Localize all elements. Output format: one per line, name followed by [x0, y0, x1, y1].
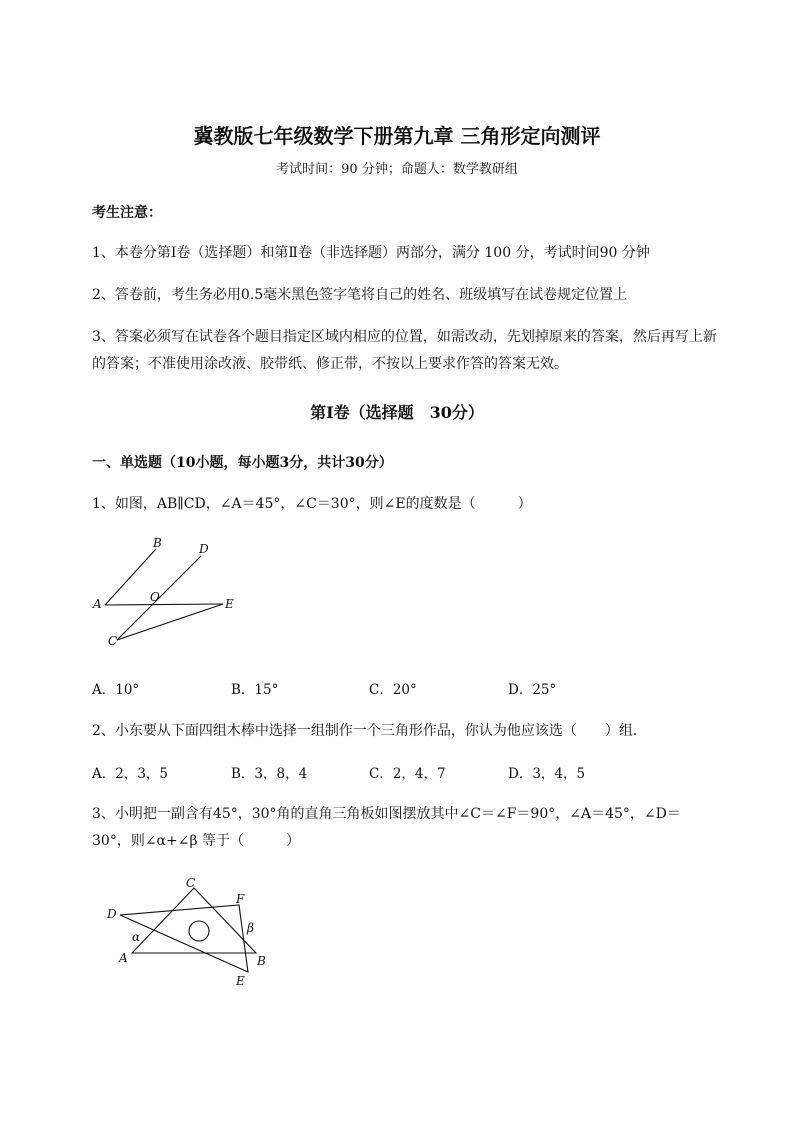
question-3-stem-line-2: 30°，则∠α+∠β 等于（ ）: [92, 833, 301, 849]
label-c: C: [186, 876, 196, 890]
note-item-3-continued: 的答案；不准使用涂改液、胶带纸、修正带，不按以上要求作答的答案无效。: [92, 356, 568, 372]
q2-option-a: A．2，3，5: [92, 766, 169, 782]
label-d: D: [107, 907, 117, 921]
label-e: E: [225, 597, 234, 611]
label-alpha: α: [132, 930, 141, 944]
label-a: A: [119, 951, 128, 965]
q1-option-c: C．20°: [369, 682, 417, 698]
label-e: E: [236, 974, 245, 988]
part-title: 一、单选题（10小题，每小题3分，共计30分）: [92, 455, 393, 471]
q1-option-a: A．10°: [92, 682, 140, 698]
page-title: 冀教版七年级数学下册第九章 三角形定向测评: [193, 124, 601, 148]
q1-option-b: B．15°: [231, 682, 279, 698]
label-a: A: [93, 597, 102, 611]
q2-option-c: C．2，4，7: [369, 766, 446, 782]
question-1-stem: 1、如图，AB∥CD，∠A＝45°，∠C＝30°，则∠E的度数是（ ）: [92, 496, 532, 512]
label-beta: β: [247, 921, 254, 935]
exam-info: 考试时间：90 分钟；命题人：数学教研组: [276, 162, 518, 177]
label-b: B: [257, 954, 266, 968]
q2-option-b: B．3，8，4: [231, 766, 308, 782]
question-3-stem-line-1: 3、小明把一副含有45°，30°角的直角三角板如图摆放其中∠C＝∠F＝90°，∠A＝45°，∠D＝: [92, 806, 681, 822]
note-item-1: 1、本卷分第Ⅰ卷（选择题）和第Ⅱ卷（非选择题）两部分，满分 100 分，考试时间90 分钟: [92, 245, 650, 261]
label-f: F: [236, 892, 245, 906]
triangle-hole: [189, 921, 209, 941]
label-b: B: [153, 536, 162, 550]
section-title: 第Ⅰ卷（选择题 30分）: [310, 403, 484, 422]
label-d: D: [199, 542, 209, 556]
q2-option-d: D．3，4，5: [508, 766, 586, 782]
note-item-3: 3、答案必须写在试卷各个题目指定区域内相应的位置，如需改动，先划掉原来的答案，然后再写上新: [92, 329, 717, 345]
q1-option-d: D．25°: [508, 682, 557, 698]
notes-title: 考生注意：: [92, 205, 162, 221]
label-c: C: [108, 634, 118, 648]
question-2-stem: 2、小东要从下面四组木棒中选择一组制作一个三角形作品，你认为他应该选（ ）组．: [92, 723, 647, 739]
note-item-2: 2、答卷前，考生务必用0.5毫米黑色签字笔将自己的姓名、班级填写在试卷规定位置上: [92, 287, 628, 303]
label-o: O: [150, 590, 160, 604]
